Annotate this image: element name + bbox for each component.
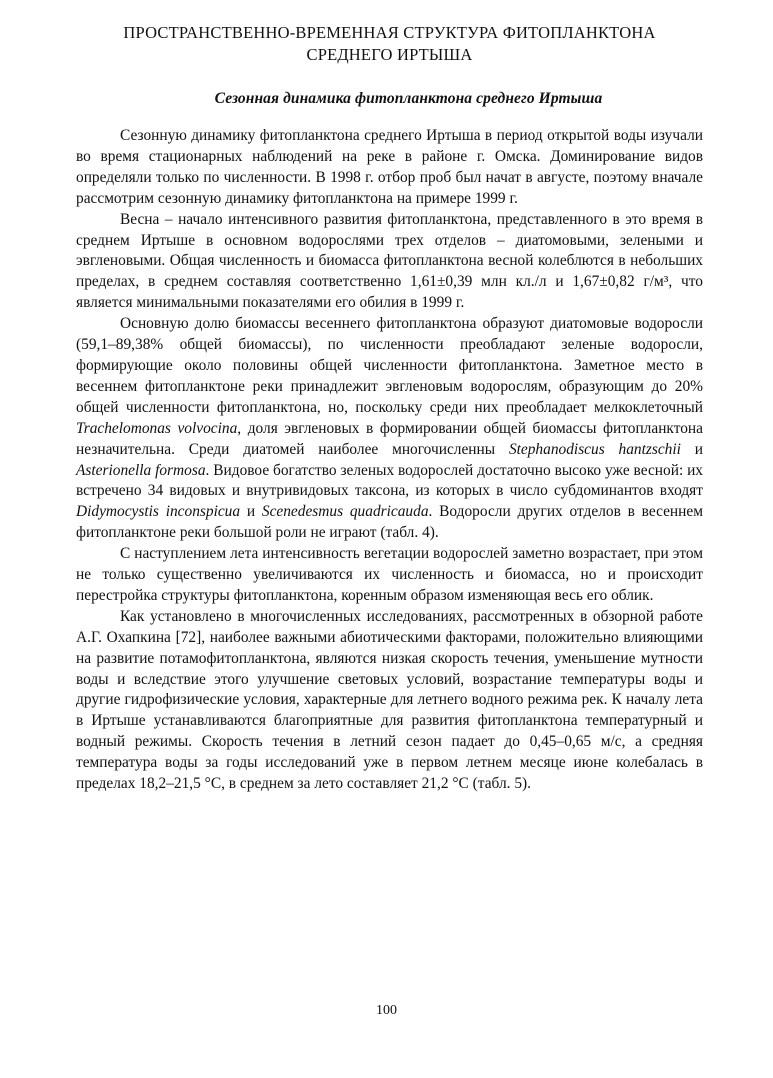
title-line-1: ПРОСТРАНСТВЕННО-ВРЕМЕННАЯ СТРУКТУРА ФИТОПЛАНКТОНА	[123, 23, 656, 42]
species-scenedesmus: Scenedesmus quadricauda	[261, 503, 429, 521]
species-trachelomonas: Trachelomonas volvocina	[76, 419, 238, 437]
p3-text-5: и	[240, 503, 262, 521]
paragraph-1: Сезонную динамику фитопланктона среднего Иртыша в период открытой воды изучали во время стационарных наблюдений на реке в районе г. Омска. Доминирование видов определяли только по численности. В 1998 г. отбор проб был начат в августе, поэтому вначале рассмотрим сезонную динамику фитопланктона на примере 1999 г.	[76, 127, 703, 207]
species-didymocystis: Didymocystis inconspicua	[76, 503, 241, 521]
p3-text-4: . Видовое богатство зеленых водорослей достаточно высоко уже весной: их встречено 34 видовых и внутривидовых таксона, из которых в число субдоминантов входят	[76, 461, 703, 500]
species-asterionella: Asterionella formosa	[76, 461, 206, 479]
paragraph-4: С наступлением лета интенсивность вегетации водорослей заметно возрастает, при этом не только существенно увеличиваются их численность и биомасса, но и происходит перестройка структуры фитопланктона, коренным образом изменяющая весь его облик.	[76, 545, 703, 604]
paragraph-5: Как установлено в многочисленных исследованиях, рассмотренных в обзорной работе А.Г. Охапкина [72], наиболее важными абиотическими факторами, положительно влияющими на развитие потамофитопланктона, являются низкая скорость течения, уменьшение мутности воды и вследствие этого улучшение световых условий, возрастание температуры воды и другие гидрофизические условия, характерные для летнего водного режима рек. К началу лета в Иртыше устанавливаются благоприятные для развития фитопланктона температурный и водный режимы. Скорость течения в летний сезон падает до 0,45–0,65 м/с, а средняя температура воды за годы исследований уже в первом летнем месяце июне колебалась в пределах 18,2–21,5 °С, в среднем за лето составляет 21,2 °С (табл. 5).	[76, 607, 703, 793]
p3-text-6: . Водоросли других отделов в весеннем фитопланктоне реки большой роли не играют (табл. 4).	[76, 503, 703, 542]
p3-text-3: и	[680, 440, 703, 458]
paragraph-3	[76, 314, 703, 544]
species-stephanodiscus: Stephanodiscus hantzschii	[508, 440, 681, 458]
page-title	[76, 22, 703, 66]
p3-text-1: Основную долю биомассы весеннего фитопланктона образуют диатомовые водоросли (59,1–89,38% общей биомассы), по численности преобладают зеленые водоросли, формирующие около половины общей численности фитопланктона. Заметное место в весеннем фитопланктоне реки принадлежит эвгленовым водорослям, образующим до 20% общей численности фитопланктона, но, поскольку среди них преобладает мелкоклеточный	[76, 315, 703, 416]
paragraph-2: Весна – начало интенсивного развития фитопланктона, представленного в это время в среднем Иртыше в основном водорослями трех отделов – диатомовыми, зелеными и эвгленовыми. Общая численность и биомасса фитопланктона весной колеблются в небольших пределах, в среднем составляя соответственно 1,61±0,39 млн кл./л и 1,67±0,82 г/м³, что является минимальными показателями его обилия в 1999 г.	[76, 210, 703, 312]
page-number: 100	[376, 1003, 397, 1018]
title-line-2: СРЕДНЕГО ИРТЫША	[306, 45, 473, 64]
p3-text-2: , доля эвгленовых в формировании общей биомассы фитопланктона незначительна. Среди диатомей наиболее многочисленны	[76, 419, 703, 458]
section-heading: Сезонная динамика фитопланктона среднего Иртыша	[214, 90, 603, 107]
